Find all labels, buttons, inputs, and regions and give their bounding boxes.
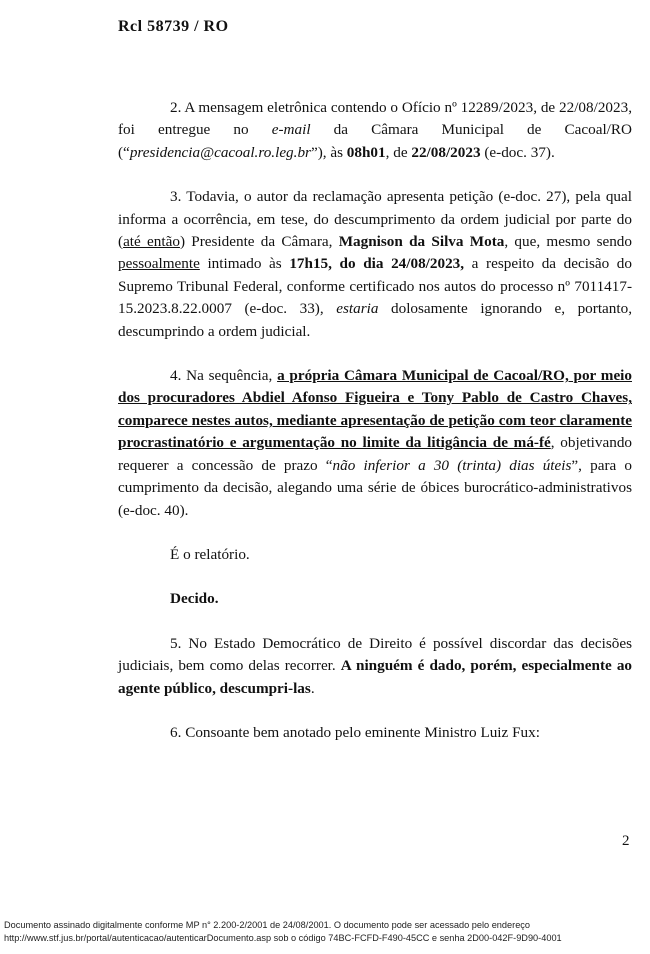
text: (e-doc. 37). [480, 143, 555, 161]
document-body [118, 97, 632, 766]
text: Na sequência, [181, 367, 278, 385]
bold-text: 17h15, do dia 24/08/2023, [289, 255, 465, 273]
relatorio-line: É o relatório. [170, 545, 250, 563]
paragraph-number: 4. [170, 367, 182, 385]
case-header [118, 18, 229, 36]
paragraph-number: 6. [170, 723, 182, 741]
bold-text: 22/08/2023 [411, 143, 481, 161]
italic-text: estaria [336, 300, 379, 318]
bold-text: Magnison da Silva Mota [338, 233, 505, 251]
text: No Estado Democrático de Direito é possível discordar das decisões judiciais, bem como delas recorrer. [118, 634, 632, 675]
paragraph-6 [118, 722, 632, 744]
bold-text: A ninguém é dado, porém, especialmente ao agente público, descumpri-las [118, 657, 633, 697]
underlined-text: pessoalmente [118, 255, 200, 273]
decido-line: Decido. [170, 590, 219, 608]
paragraph-5 [118, 633, 632, 700]
footer-line-1: Documento assinado digitalmente conforme MP n° 2.200-2/2001 de 24/08/2001. O documento pode ser acessado pelo endereço [4, 920, 531, 930]
text: , de [385, 143, 412, 161]
text: ”), às [310, 143, 347, 161]
paragraph-number: 3. [170, 188, 182, 206]
bold-underlined-text: a própria Câmara Municipal de Cacoal/RO, por meio dos procuradores Abdiel Afonso Figueira e Tony Pablo de Castro Chaves, comparece nestes autos, mediante apresentação de petição com teor claramente procrastinatório e argumentação no limite da litigância de má-fé [118, 367, 632, 452]
email-address: presidencia@cacoal.ro.leg.br [129, 143, 311, 161]
text: ”, para o cumprimento da decisão, alegando uma série de óbices burocrático-administrativos (e-doc. 40). [118, 456, 633, 519]
paragraph-number: 5. [170, 634, 182, 652]
case-prefix: Rcl [118, 18, 143, 35]
text: intimado às [199, 255, 290, 273]
footer-line-2[interactable]: http://www.stf.jus.br/portal/autenticacao/autenticarDocumento.asp sob o código 74BC-FCFD-F490-45CC e senha 2D00-042F-9D90-4001 [4, 933, 562, 943]
case-number: 58739 / RO [142, 18, 229, 35]
digital-signature-footer [4, 919, 646, 945]
text: dolosamente ignorando e, portanto, descumprindo a ordem judicial. [118, 300, 632, 340]
bold-text: 08h01 [346, 143, 386, 161]
text: a respeito da decisão do Supremo Tribunal Federal, conforme certificado nos autos do processo nº 7011417-15.2023.8.22.0007 (e-doc. 33), [118, 255, 632, 318]
paragraph-2 [118, 97, 632, 164]
text: , que, mesmo sendo [504, 233, 632, 251]
text: . [310, 679, 315, 697]
underlined-text: até então [123, 233, 180, 251]
text: ) Presidente da Câmara, [179, 233, 339, 251]
italic-text: não inferior a 30 (trinta) dias úteis [332, 456, 572, 474]
text: A mensagem eletrônica contendo o Ofício nº 12289/2023, de 22/08/2023, foi entregue no [118, 99, 632, 139]
paragraph-3 [118, 186, 632, 343]
text: Consoante bem anotado pelo eminente Ministro Luiz Fux: [181, 723, 540, 741]
text: da Câmara Municipal de Cacoal/RO (“ [118, 121, 632, 161]
italic-text: e-mail [271, 121, 311, 139]
paragraph-4 [118, 365, 632, 522]
text: Todavia, o autor da reclamação apresenta petição (e-doc. 27), pela qual informa a ocorrência, em tese, do descumprimento da ordem judicial por parte do ( [118, 188, 632, 251]
text: , objetivando requerer a concessão de prazo “ [118, 434, 633, 474]
paragraph-number: 2. [170, 99, 182, 116]
page-number: 2 [622, 833, 630, 849]
